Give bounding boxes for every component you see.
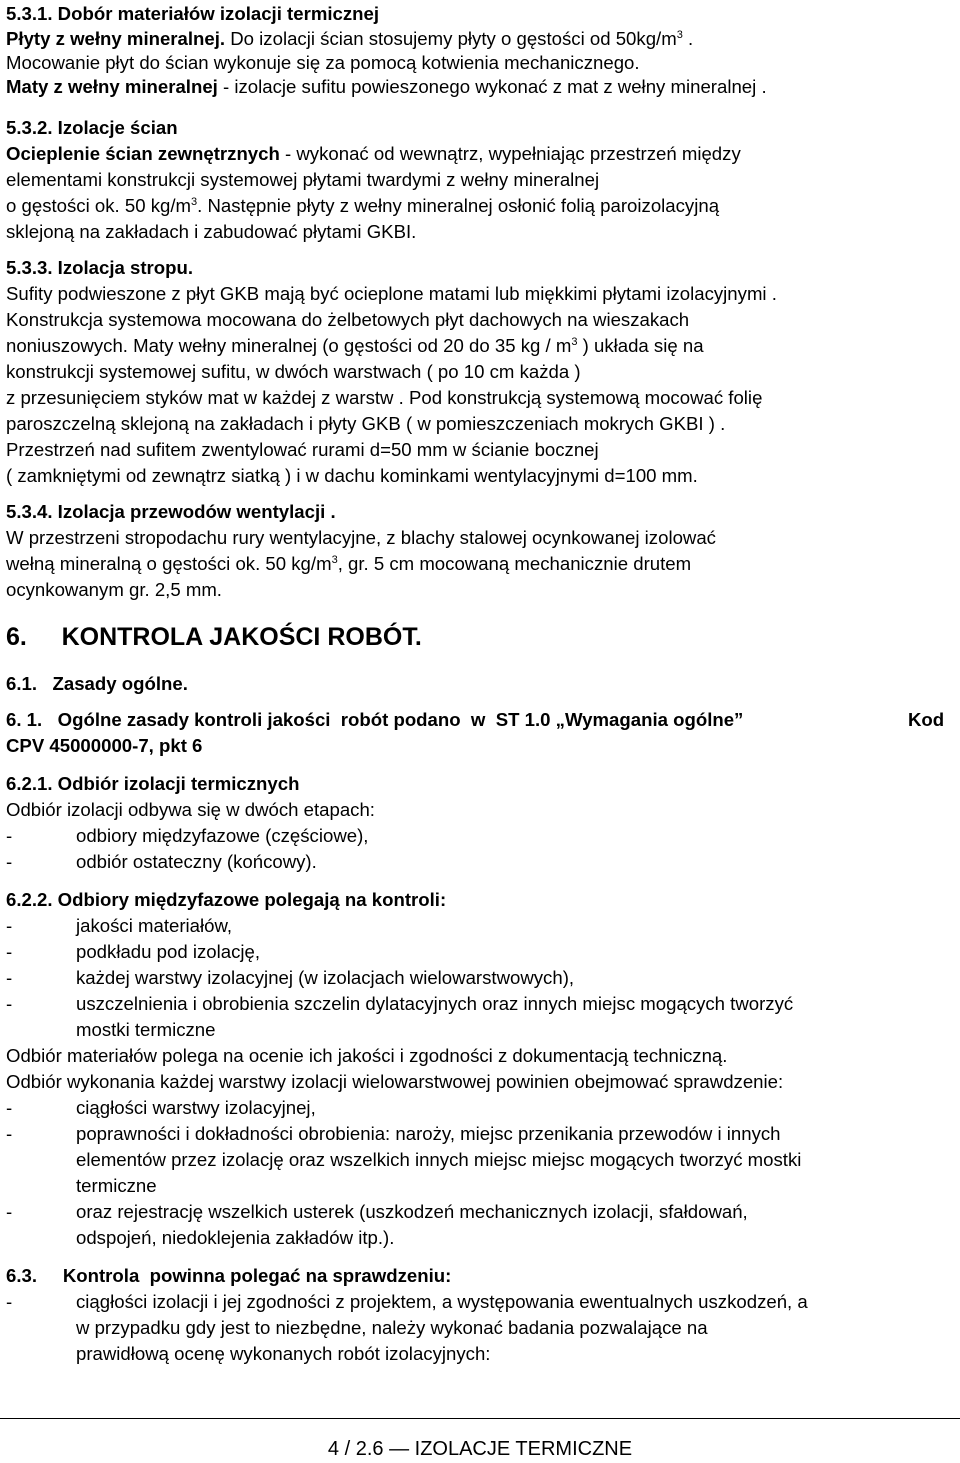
paragraph-line: Konstrukcja systemowa mocowana do żelbetowych płyt dachowych na wieszakach	[6, 309, 690, 330]
paragraph-line: elementami konstrukcji systemowej płytami twardymi z wełny mineralnej	[6, 169, 600, 190]
list-item-cont: mostki termiczne	[76, 1019, 216, 1040]
paragraph-line: Ocieplenie ścian zewnętrznych - wykonać od wewnątrz, wypełniając przestrzeń między	[6, 143, 741, 164]
paragraph-line: Sufity podwieszone z płyt GKB mają być ocieplone matami lub miękkimi płytami izolacyjnymi .	[6, 283, 777, 304]
list-dash: -	[6, 1123, 13, 1144]
list-item: odbiory międzyfazowe (częściowe),	[76, 825, 369, 846]
bold-term: Płyty z wełny mineralnej.	[6, 28, 226, 49]
code-label: Kod	[908, 709, 945, 730]
section-heading-5-3-3: 5.3.3. Izolacja stropu.	[6, 257, 194, 278]
paragraph-line: ocynkowanym gr. 2,5 mm.	[6, 579, 222, 600]
list-item-cont: w przypadku gdy jest to niezbędne, należy wykonać badania pozwalające na	[76, 1317, 708, 1338]
page-footer: 4 / 2.6 — IZOLACJE TERMICZNE	[327, 1438, 633, 1460]
bold-term: Ocieplenie ścian zewnętrznych	[6, 143, 280, 164]
chapter-heading-6: 6. KONTROLA JAKOŚCI ROBÓT.	[6, 623, 422, 651]
list-dash: -	[6, 941, 13, 962]
list-item: ciągłości warstwy izolacyjnej,	[76, 1097, 316, 1118]
paragraph-line: sklejoną na zakładach i zabudować płytami GKBI.	[6, 221, 417, 242]
list-item-cont: elementów przez izolację oraz wszelkich innych miejsc miejsc mogących tworzyć mostki	[76, 1149, 802, 1170]
list-dash: -	[6, 1201, 13, 1222]
footer-rule	[0, 1418, 960, 1419]
list-item: odbiór ostateczny (końcowy).	[76, 851, 317, 872]
paragraph-line: Płyty z wełny mineralnej. Do izolacji ścian stosujemy płyty o gęstości od $50kg/m^3$ .	[6, 28, 694, 49]
paragraph-line: konstrukcji systemowej sufitu, w dwóch warstwach ( po 10 cm każda )	[6, 361, 581, 382]
list-item-cont: odspojeń, niedoklejenia zakładów itp.).	[76, 1227, 395, 1248]
bold-term: Maty z wełny mineralnej	[6, 76, 218, 97]
section-heading-6-2-1: 6.2.1. Odbiór izolacji termicznych	[6, 773, 300, 794]
paragraph-line: Mocowanie płyt do ścian wykonuje się za pomocą kotwienia mechanicznego.	[6, 52, 640, 73]
paragraph-line: wełną mineralną o gęstości ok. 50 $kg/m^3$, gr. 5 cm mocowaną mechanicznie drutem	[6, 553, 692, 574]
list-item: ciągłości izolacji i jej zgodności z projektem, a występowania ewentualnych uszkodzeń, a	[76, 1291, 808, 1312]
list-item: poprawności i dokładności obrobienia: naroży, miejsc przenikania przewodów i innych	[76, 1123, 781, 1144]
list-dash: -	[6, 915, 13, 936]
paragraph-line: z przesunięciem styków mat w każdej z warstw . Pod konstrukcją systemową mocować folię	[6, 387, 763, 408]
paragraph-line: Przestrzeń nad sufitem zwentylować rurami d=50 mm w ścianie bocznej	[6, 439, 599, 460]
list-item-cont: prawidłową ocenę wykonanych robót izolacyjnych:	[76, 1343, 491, 1364]
list-dash: -	[6, 851, 13, 872]
paragraph-line: ( zamkniętymi od zewnątrz siatką ) i w dachu kominkami wentylacyjnymi d=100 mm.	[6, 465, 698, 486]
list-item: jakości materiałów,	[76, 915, 233, 936]
section-heading-5-3-4: 5.3.4. Izolacja przewodów wentylacji .	[6, 501, 336, 522]
paragraph-line: Odbiór wykonania każdej warstwy izolacji wielowarstwowej powinien obejmować sprawdzenie:	[6, 1071, 784, 1092]
list-item-cont: termiczne	[76, 1175, 157, 1196]
list-dash: -	[6, 1291, 13, 1312]
list-item: podkładu pod izolację,	[76, 941, 261, 962]
section-heading-5-3-1: 5.3.1. Dobór materiałów izolacji termicznej	[6, 3, 380, 24]
paragraph-line: Odbiór materiałów polega na ocenie ich jakości i zgodności z dokumentacją techniczną.	[6, 1045, 728, 1066]
paragraph-line: o gęstości ok. 50 $kg/m^3$. Następnie płyty z wełny mineralnej osłonić folią paroizolacyjną	[6, 195, 720, 216]
paragraph-line: Maty z wełny mineralnej - izolacje sufitu powieszonego wykonać z mat z wełny mineralnej .	[6, 76, 767, 97]
section-heading-6-1-general: 6. 1. Ogólne zasady kontroli jakości robót podano w ST 1.0 „Wymagania ogólne”	[6, 709, 744, 730]
list-dash: -	[6, 825, 13, 846]
list-item: oraz rejestrację wszelkich usterek (uszkodzeń mechanicznych izolacji, sfałdowań,	[76, 1201, 748, 1222]
section-heading-6-2-2: 6.2.2. Odbiory międzyfazowe polegają na kontroli:	[6, 889, 447, 910]
list-item: każdej warstwy izolacyjnej (w izolacjach wielowarstwowych),	[76, 967, 575, 988]
list-dash: -	[6, 993, 13, 1014]
paragraph-line: noniuszowych. Maty wełny mineralnej (o gęstości od 20 do 35 kg / $m^3$ ) układa się na	[6, 335, 704, 356]
paragraph-line: paroszczelną sklejoną na zakładach i płyty GKB ( w pomieszczeniach mokrych GKBI ) .	[6, 413, 726, 434]
list-dash: -	[6, 967, 13, 988]
section-heading-6-1: 6.1. Zasady ogólne.	[6, 673, 188, 694]
paragraph-line: Odbiór izolacji odbywa się w dwóch etapach:	[6, 799, 375, 820]
section-heading-5-3-2: 5.3.2. Izolacje ścian	[6, 117, 178, 138]
list-item: uszczelnienia i obrobienia szczelin dylatacyjnych oraz innych miejsc mogących tworzyć	[76, 993, 794, 1014]
section-heading-6-1-general-cont: CPV 45000000-7, pkt 6	[6, 735, 203, 756]
list-dash: -	[6, 1097, 13, 1118]
section-heading-6-3: 6.3. Kontrola powinna polegać na sprawdzeniu:	[6, 1265, 452, 1286]
paragraph-line: W przestrzeni stropodachu rury wentylacyjne, z blachy stalowej ocynkowanej izolować	[6, 527, 716, 548]
